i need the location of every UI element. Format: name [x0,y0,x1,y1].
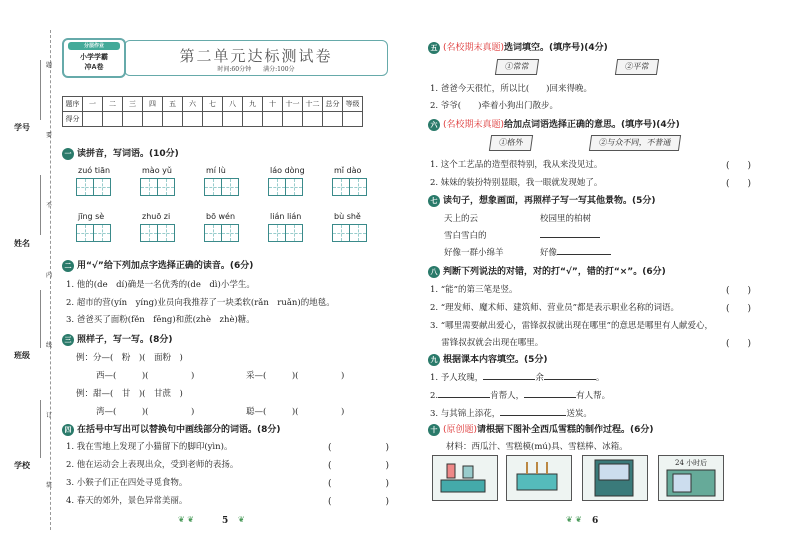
answer-line[interactable]: 西—( )( ) [96,371,195,381]
step4-image [658,455,724,501]
section-number: 三 [62,334,74,346]
meaning-option: ②与众不同，不普通 [589,135,681,151]
source-tag: (原创题) [443,425,478,435]
blank-underline [557,246,611,255]
score-table [62,96,363,127]
section-7-heading [428,193,656,207]
answer-paren[interactable]: ( ) [328,497,390,507]
pinyin-label: zhuō zi [142,212,171,221]
writing-grid[interactable] [332,178,366,196]
fill-blank[interactable] [483,371,535,380]
score-cell[interactable] [323,112,343,127]
table-cell: 四 [143,97,163,112]
score-cell[interactable] [83,112,103,127]
grid-cell[interactable] [332,224,350,242]
section-title: 读句子，想象画面，再照样子写一写其他景物。(5分) [443,196,656,206]
grid-cell[interactable] [157,178,175,196]
writing-grid[interactable] [268,224,302,242]
answer-line[interactable]: 聪—( )( ) [246,407,345,417]
answer-paren[interactable]: ( ) [726,179,752,189]
answer-paren[interactable]: ( ) [328,461,390,471]
section-2-heading [62,258,253,272]
table-cell: 等级 [343,97,363,112]
section-6-heading [428,117,680,131]
score-cell[interactable] [143,112,163,127]
score-value-row [63,112,363,127]
section-number: 八 [428,266,440,278]
table-cell: 五 [163,97,183,112]
fill-line [430,407,592,419]
fill-line [430,389,610,401]
source-tag: (名校期末真题) [443,43,505,53]
fill-line: 1. 予人玫瑰， 余 。 [430,373,605,383]
score-cell[interactable] [123,112,143,127]
question-line: 3. 小猴子们正在四处寻觅食物。 [66,478,188,488]
question-line: 3. 爸爸买了面粉(fěn fēng)和蔗(zhè zhè)糖。 [66,315,255,325]
materials-line: 材料：西瓜汁、雪糕模(mú)具、雪糕棒、冰箱。 [446,442,628,452]
step2-image [506,455,572,501]
name-line [40,175,41,235]
table-cell: 总分 [323,97,343,112]
class-label: 班级 [14,351,30,360]
badge-line2: 冲A卷 [84,64,104,71]
section-number: 十 [428,424,440,436]
score-cell[interactable] [163,112,183,127]
section-3-heading [62,332,173,346]
juice-pour-icon [433,456,497,500]
score-cell[interactable] [283,112,303,127]
source-tag: (名校期末真题) [443,120,505,130]
name-label: 姓名 [14,239,30,248]
grid-cell[interactable] [93,178,111,196]
score-cell[interactable] [303,112,323,127]
school-label: 学校 [14,461,30,470]
badge-line1: 小学学霸 [80,54,108,61]
section-5-heading [428,40,608,54]
dash-word: 要 [46,132,53,139]
question-line: 2. 超市的营(yín yíng)业员向我推荐了一块柔软(rǎn ruǎn)的地毯。 [66,298,335,308]
table-cell: 三 [123,97,143,112]
question-line: 2. 爷爷( )牵着小狗出门散步。 [430,101,558,111]
grid-cell[interactable] [93,224,111,242]
writing-grid[interactable] [140,224,174,242]
dash-word: 不 [46,202,53,209]
writing-grid[interactable] [76,178,110,196]
grid-cell[interactable] [349,178,367,196]
table-cell: 十 [263,97,283,112]
imitation-box [432,208,732,260]
section-title: 给加点词语选择正确的意思。(填序号)(4分) [504,120,680,130]
writing-grid[interactable] [204,224,238,242]
model-phrase: 雪白雪白的 [444,231,487,241]
dash-word: 订 [46,412,53,419]
school-line [40,400,41,458]
series-badge [62,38,126,78]
title-band [124,40,388,76]
grid-cell[interactable] [76,224,94,242]
grid-cell[interactable] [140,178,158,196]
table-cell: 一 [83,97,103,112]
pinyin-label: mào yǔ [142,166,172,175]
meaning-option: ①格外 [489,135,533,151]
mold-icon [507,456,571,500]
grid-cell[interactable] [204,178,222,196]
score-cell[interactable] [263,112,283,127]
section-8-heading [428,264,666,278]
section-title: 读拼音，写词语。(10分) [77,149,179,159]
fill-text: 3. 与其锦上添花， [430,409,501,419]
pinyin-label: bù shě [334,212,361,221]
score-cell[interactable] [203,112,223,127]
pinyin-label: mí lù [206,166,226,175]
answer-paren[interactable]: ( ) [726,286,752,296]
fill-blank[interactable] [500,407,566,416]
example-line: 例：分—( 粉 )( 面粉 ) [76,353,183,363]
cut-line [50,30,51,530]
answer-blank[interactable] [540,229,600,241]
pinyin-label: láo dòng [270,166,305,175]
section-title: 照样子，写一写。(8分) [77,335,173,345]
model-phrase: 好像一群小绵羊 [444,248,504,258]
section-number: 七 [428,195,440,207]
fill-blank[interactable] [524,389,576,398]
grid-cell[interactable] [221,178,239,196]
step3-image [582,455,648,501]
question-line: 4. 春天的郊外，景色异常美丽。 [66,496,188,506]
score-header-row [63,97,363,112]
pinyin-label: mǐ dào [334,166,362,175]
grid-cell[interactable] [221,224,239,242]
answer-line[interactable]: 采—( )( ) [246,371,345,381]
fill-text: 肯帮人， [490,391,525,401]
score-cell[interactable] [343,112,363,127]
dash-word: 内 [46,272,53,279]
section-9-heading [428,352,548,366]
model-phrase: 天上的云 [444,214,479,224]
dash-word: 线 [46,342,53,349]
series-logo: 分层作业 [68,42,120,50]
question-line: 1. 爸爸今天很忙，所以比( )回来得晚。 [430,84,592,94]
grid-cell[interactable] [157,224,175,242]
pinyin-label: jīng sè [78,212,105,221]
section-number: 四 [62,424,74,436]
grid-cell[interactable] [204,224,222,242]
score-cell[interactable] [223,112,243,127]
answer-paren[interactable]: ( ) [726,304,752,314]
writing-grid[interactable] [76,224,110,242]
answer-paren[interactable]: ( ) [726,339,752,349]
question-line: 3. “哪里需要献出爱心，雷锋叔叔就出现在哪里”的意思是哪里有人献爱心， [430,321,714,331]
table-cell: 十一 [283,97,303,112]
blank-text: 好像 [540,248,558,258]
writing-grid[interactable] [332,224,366,242]
question-line: 1. 我在雪地上发现了小猫留下的脚印(yìn)。 [66,442,233,452]
table-cell: 十二 [303,97,323,112]
section-number: 六 [428,119,440,131]
answer-paren[interactable]: ( ) [726,161,752,171]
question-line: 1. “能”的第三笔是竖。 [430,285,518,295]
table-cell: 九 [243,97,263,112]
table-cell: 七 [203,97,223,112]
grid-cell[interactable] [268,224,286,242]
section-1-heading [62,146,179,160]
section-title: 在括号中写出可以替换句中画线部分的词语。(8分) [77,425,281,435]
section-title: 请根据下图补全西瓜雪糕的制作过程。(6分) [477,425,654,435]
step1-image [432,455,498,501]
table-cell: 六 [183,97,203,112]
sprout-icon: ❦ ❦ [178,515,194,524]
question-line: 2. 他在运动会上表现出众，受到老师的表扬。 [66,460,239,470]
question-line: 1. 这个工艺品的造型很特别，我从来没见过。 [430,160,603,170]
section-10-heading [428,422,654,436]
exam-info [125,64,387,73]
fill-blank[interactable] [438,389,490,398]
grid-cell[interactable] [285,178,303,196]
grid-cell[interactable] [285,224,303,242]
fill-text: 2. [430,391,439,401]
table-cell: 得分 [63,112,83,127]
pinyin-label: lián lián [270,212,302,221]
pinyin-label: bō wén [206,212,236,221]
section-number: 一 [62,148,74,160]
section-title: 用“√”给下列加点字选择正确的读音。(6分) [77,261,254,271]
score-cell[interactable] [243,112,263,127]
page-number-right: 6 [592,516,599,526]
score-cell[interactable] [183,112,203,127]
grid-cell[interactable] [140,224,158,242]
page-number-left: 5 [222,516,229,526]
fill-text: 有人帮。 [576,391,611,401]
question-line: 雷锋叔叔就会出现在哪里。 [430,338,544,348]
sprout-icon: ❦ [238,515,245,524]
writing-grid[interactable] [140,178,174,196]
answer-blank[interactable] [540,246,611,258]
section-title: 根据课本内容填空。(5分) [443,355,548,365]
writing-grid[interactable] [204,178,238,196]
freezer-icon [583,456,647,500]
section-number: 五 [428,42,440,54]
blank-underline [540,229,600,238]
fill-text: 余 [535,373,544,383]
class-line [40,290,41,348]
word-option: ①常常 [495,59,539,75]
grid-cell[interactable] [76,178,94,196]
binding-sidebar [0,0,53,549]
fill-text: 1. 予人玫瑰， [430,373,484,383]
table-cell: 八 [223,97,243,112]
section-number: 九 [428,354,440,366]
question-line: 2. “理发师、魔术师、建筑师、营业员”都是表示职业名称的词语。 [430,303,680,313]
answer-paren[interactable]: ( ) [328,443,390,453]
question-line: 1. 他的(de dí)确是一名优秀的(de dì)小学生。 [66,280,255,290]
full-score: 满分:100分 [263,66,295,73]
page-title: 第二单元达标测试卷 [179,47,333,65]
writing-grid[interactable] [268,178,302,196]
time-limit: 时间:60分钟 [217,66,252,73]
answer-paren[interactable]: ( ) [328,479,390,489]
grid-cell[interactable] [332,178,350,196]
score-cell[interactable] [103,112,123,127]
grid-cell[interactable] [268,178,286,196]
prompt-phrase: 校园里的柏树 [540,214,592,224]
pinyin-label: zuó tiān [78,166,111,175]
fill-blank[interactable] [544,371,596,380]
question-line: 2. 妹妹的装扮特别显眼，我一眼就发现她了。 [430,178,603,188]
section-title: 选词填空。(填序号)(4分) [504,43,608,53]
sprout-icon: ❦ ❦ [566,515,582,524]
word-option: ②平常 [615,59,659,75]
student-id-label: 学号 [14,123,30,132]
example-line: 例：甜—( 甘 )( 甘蔗 ) [76,389,183,399]
table-cell: 题序 [63,97,83,112]
timer-label: 24 小时后 [675,459,708,467]
answer-line[interactable]: 湾—( )( ) [96,407,195,417]
dash-word: 装 [46,482,53,489]
table-cell: 二 [103,97,123,112]
grid-cell[interactable] [349,224,367,242]
section-number: 二 [62,260,74,272]
fill-text: 送炭。 [566,409,592,419]
section-4-heading [62,422,281,436]
student-id-line [40,60,41,120]
section-title: 判断下列说法的对错，对的打“√”，错的打“×”。(6分) [443,267,666,277]
dash-word: 题 [46,62,53,69]
